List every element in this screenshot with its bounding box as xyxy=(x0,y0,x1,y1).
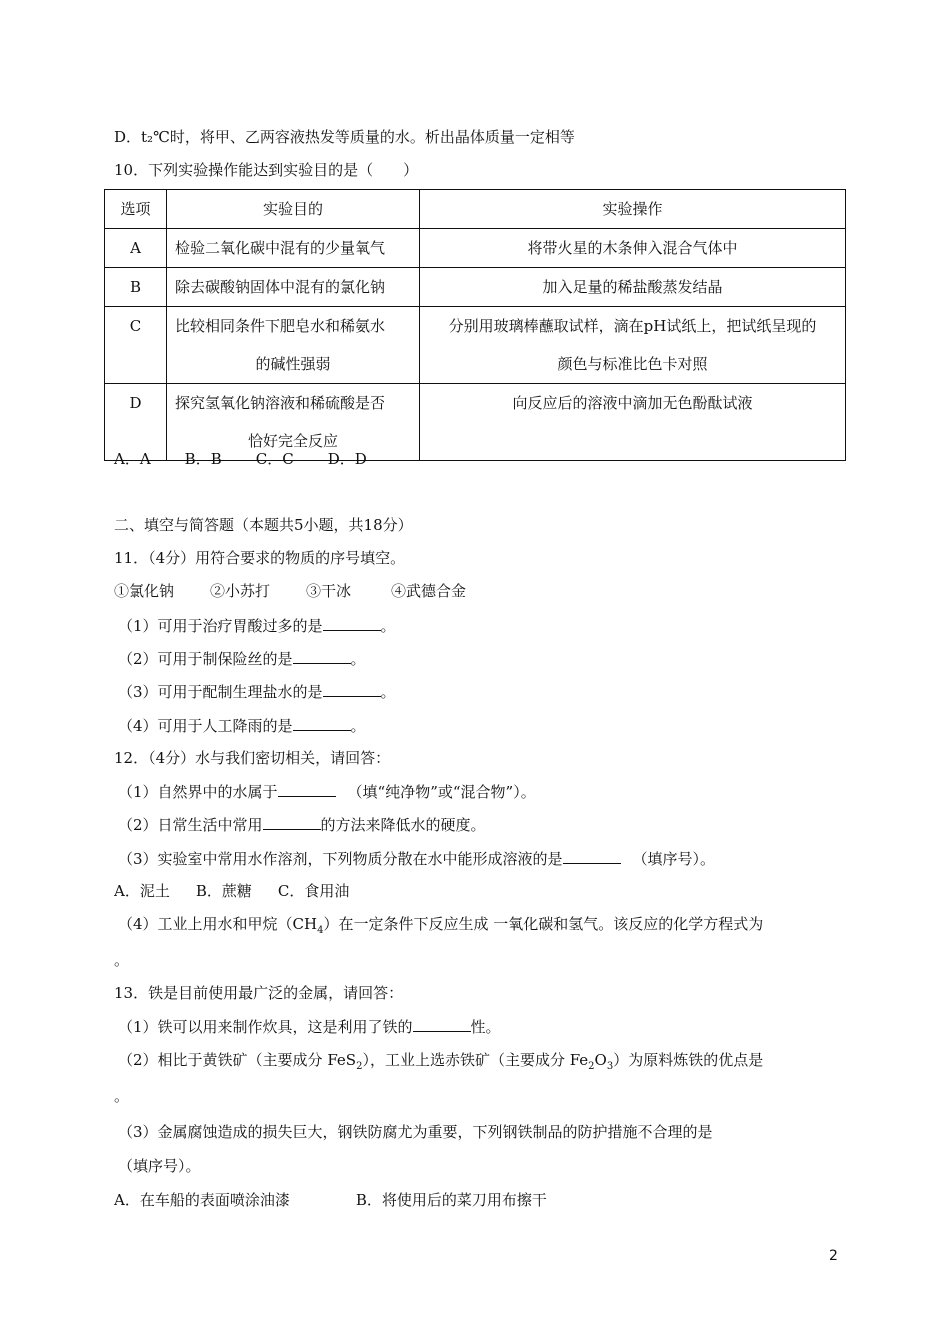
q13-part-3: （3）金属腐蚀造成的损失巨大，钢铁防腐尤为重要，下列钢铁制品的防护措施不合理的是 xyxy=(118,1123,713,1141)
q12-part-1 xyxy=(118,781,536,802)
table-row xyxy=(105,307,846,384)
subscript: 4 xyxy=(317,925,324,936)
row-purpose: 检验二氧化碳中混有的少量氧气 xyxy=(167,229,420,268)
answer-blank[interactable] xyxy=(413,1016,471,1032)
choice-a: A．A xyxy=(114,450,151,468)
q12-part-3 xyxy=(118,848,715,869)
q13-part-2 xyxy=(118,1050,763,1070)
answer-blank[interactable] xyxy=(563,848,621,864)
choice-c: C．食用油 xyxy=(277,882,350,900)
part-end: 。 xyxy=(350,717,366,735)
row-operation: 向反应后的溶液中滴加无色酚酞试液 xyxy=(420,384,846,461)
row-operation: 将带火星的木条伸入混合气体中 xyxy=(420,229,846,268)
part-end: （填“纯净物”或“混合物”）。 xyxy=(347,783,536,801)
part-end: 性。 xyxy=(470,1018,501,1036)
part-end: 。 xyxy=(380,683,396,701)
choice-a: A．泥土 xyxy=(114,882,170,900)
q11-substances xyxy=(114,581,466,601)
part-end: 的方法来降低水的硬度。 xyxy=(320,816,486,834)
row-option: B xyxy=(105,268,167,307)
choice-d: D．D xyxy=(327,450,367,468)
answer-blank[interactable] xyxy=(278,781,336,797)
q11-part-4 xyxy=(118,715,366,736)
table-row xyxy=(105,268,846,307)
q13-part-3-cont: （填序号）。 xyxy=(118,1157,201,1175)
part-text: （1）铁可以用来制作炊具，这是利用了铁的 xyxy=(118,1018,413,1036)
q11-stem: 11．（4分）用符合要求的物质的序号填空。 xyxy=(114,549,406,567)
choice-b: B．B xyxy=(184,450,222,468)
answer-blank[interactable] xyxy=(293,715,351,731)
row-option: C xyxy=(105,307,167,384)
q13-stem: 13．铁是目前使用最广泛的金属，请回答： xyxy=(114,984,404,1002)
substance-1: ①氯化钠 xyxy=(114,582,175,600)
q10-choices xyxy=(114,449,367,469)
q13-part-2-end: 。 xyxy=(114,1087,130,1105)
table-row xyxy=(105,229,846,268)
header-option: 选项 xyxy=(105,190,167,229)
q13-part-1 xyxy=(118,1016,501,1037)
answer-blank[interactable] xyxy=(263,814,321,830)
part-text: （1）可用于治疗胃酸过多的是 xyxy=(118,617,323,635)
operation-line: 分别用玻璃棒蘸取试样，滴在pH试纸上，把试纸呈现的 xyxy=(448,317,817,335)
part-text: （4）可用于人工降雨的是 xyxy=(118,717,293,735)
header-purpose: 实验目的 xyxy=(167,190,420,229)
row-option: D xyxy=(105,384,167,461)
part-text: （2）日常生活中常用 xyxy=(118,816,263,834)
q10-table xyxy=(104,189,846,461)
choice-a: A．在车船的表面喷涂油漆 xyxy=(114,1191,290,1209)
subscript: 3 xyxy=(606,1061,614,1072)
subscript: 2 xyxy=(588,1061,595,1072)
purpose-line: 探究氢氧化钠溶液和稀硫酸是否 xyxy=(175,394,386,412)
q12-part-3-choices xyxy=(114,881,349,901)
q12-stem: 12．（4分）水与我们密切相关，请回答： xyxy=(114,749,391,767)
part-end: 。 xyxy=(350,650,366,668)
part-text: ）在一定条件下反应生成 一氧化碳和氢气。该反应的化学方程式为 xyxy=(323,915,764,933)
row-purpose xyxy=(167,307,420,384)
answer-blank[interactable] xyxy=(323,615,381,631)
q11-part-1 xyxy=(118,615,396,636)
part-text: （1）自然界中的水属于 xyxy=(118,783,278,801)
purpose-line: 比较相同条件下肥皂水和稀氨水 xyxy=(175,317,386,335)
section-title: 二、填空与简答题（本题共5小题，共18分） xyxy=(114,516,413,534)
row-option: A xyxy=(105,229,167,268)
q12-part-2 xyxy=(118,814,486,835)
q12-part-4 xyxy=(118,914,763,934)
part-text: O xyxy=(594,1051,607,1069)
substance-4: ④武德合金 xyxy=(391,582,467,600)
part-end: （填序号）。 xyxy=(632,850,716,868)
choice-b: B．蔗糖 xyxy=(195,882,252,900)
q11-part-3 xyxy=(118,681,396,702)
part-text: （2）相比于黄铁矿（主要成分 FeS xyxy=(118,1051,357,1069)
q10-stem: 10．下列实验操作能达到实验目的是（ ） xyxy=(114,161,419,179)
purpose-line: 恰好完全反应 xyxy=(247,432,338,450)
answer-blank[interactable] xyxy=(323,681,381,697)
q13-part-3-choices xyxy=(114,1190,547,1210)
page-number: 2 xyxy=(829,1248,838,1264)
choice-c: C．C xyxy=(255,450,294,468)
substance-2: ②小苏打 xyxy=(210,582,271,600)
subscript: 2 xyxy=(356,1061,363,1072)
choice-b: B．将使用后的菜刀用布擦干 xyxy=(355,1191,547,1209)
q11-part-2 xyxy=(118,648,366,669)
row-purpose: 除去碳酸钠固体中混有的氯化钠 xyxy=(167,268,420,307)
purpose-line: 的碱性强弱 xyxy=(255,355,331,373)
row-operation xyxy=(420,307,846,384)
part-end: 。 xyxy=(380,617,396,635)
answer-blank[interactable] xyxy=(293,648,351,664)
part-text: （4）工业上用水和甲烷（CH xyxy=(118,915,318,933)
part-text: （3）实验室中常用水作溶剂，下列物质分散在水中能形成溶液的是 xyxy=(118,850,563,868)
row-operation: 加入足量的稀盐酸蒸发结晶 xyxy=(420,268,846,307)
part-text: （2）可用于制保险丝的是 xyxy=(118,650,293,668)
part-text: （3）可用于配制生理盐水的是 xyxy=(118,683,323,701)
table-header-row xyxy=(105,190,846,229)
part-text: ），工业上选赤铁矿（主要成分 Fe xyxy=(362,1051,589,1069)
header-operation: 实验操作 xyxy=(420,190,846,229)
substance-3: ③干冰 xyxy=(306,582,352,600)
q9-option-d: D．t₂℃时，将甲、乙两容液热发等质量的水。析出晶体质量一定相等 xyxy=(114,128,575,146)
q12-part-4-end: 。 xyxy=(114,951,130,969)
part-text: ）为原料炼铁的优点是 xyxy=(613,1051,764,1069)
operation-line: 颜色与标准比色卡对照 xyxy=(557,355,708,373)
